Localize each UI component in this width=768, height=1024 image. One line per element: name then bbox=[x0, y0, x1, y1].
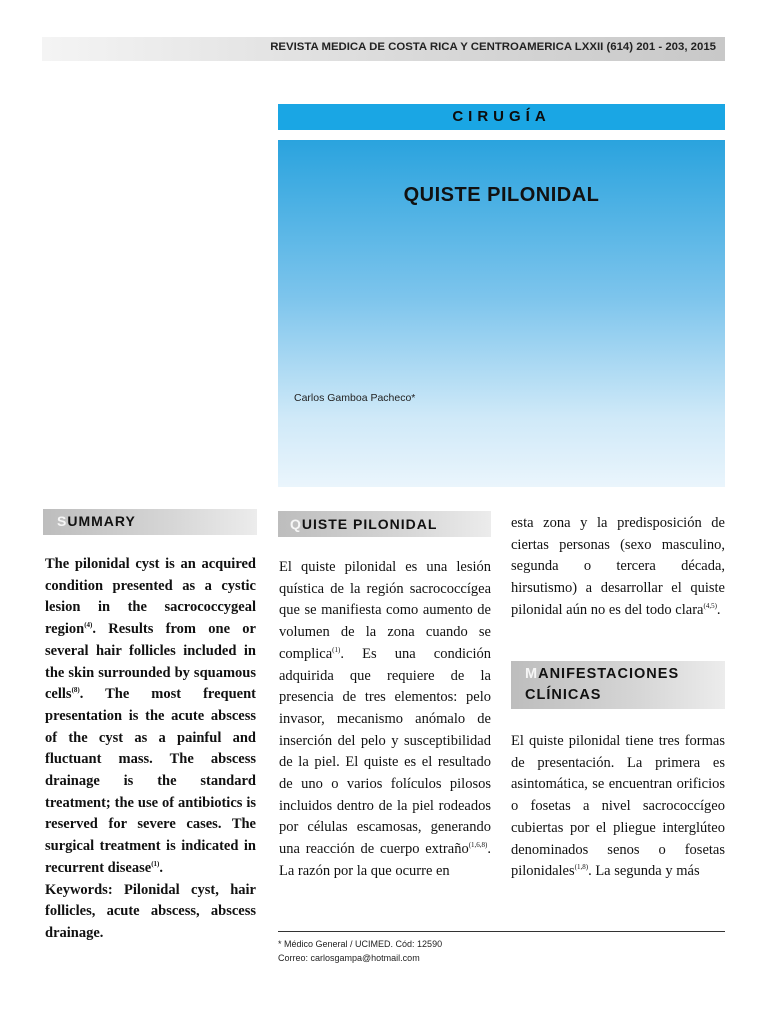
keywords: Keywords: Pilonidal cyst, hair follicles, acute abscess, abscess drainage. bbox=[45, 881, 256, 941]
summary-text bbox=[45, 554, 256, 945]
footnote bbox=[278, 937, 442, 965]
intro-text: El quiste pilonidal es una lesión quística de la región sacrococcígea que se manifiesta como aumento de volumen de la zona cuando se complica$^{(1)}$. Es una condición adquirida que requiere de la presencia de tres elementos: pelo invasor, mecanismo anómalo de inserción del pelo y susceptibilidad de la piel. El quiste es el resultado de uno o varios folículos pilosos incluidos dentro de la piel rodeados por células escamosas, generando una reacción de cuerpo extraño$^{(1,6,8)}$. La razón por la que ocurre en bbox=[279, 559, 491, 879]
summary-paragraph: The pilonidal cyst is an acquired condition presented as a cystic lesion in the sacrococcygeal region$^{(4)}$. Results from one or several hair follicles included in the skin surrounded by squamous cells$^{(8)}$. The most frequent presentation is the acute abscess of the cyst as a painful and fluctuant mass. The abscess drainage is the standard treatment; the use of antibiotics is reserved for severe cases. The surgical treatment is indicated in recurrent disease$^{(1)}$. bbox=[45, 556, 256, 876]
author-name: Carlos Gamboa Pacheco* bbox=[294, 392, 416, 404]
intro-heading: QUISTE PILONIDAL bbox=[278, 511, 491, 537]
article-title: QUISTE PILONIDAL bbox=[403, 184, 600, 206]
section-label: CIRUGÍA bbox=[452, 108, 551, 125]
manifestations-text: El quiste pilonidal tiene tres formas de presentación. La primera es asintomática, se encuentran orificios o fosetas a nivel sacrococcígeo cubiertas por el pliegue interglúteo denominados senos o fosetas pilonidales$^{(1,8)}$. La segunda y más bbox=[511, 733, 725, 880]
summary-heading: SUMMARY bbox=[43, 509, 257, 535]
intro-text-continued: esta zona y la predisposición de ciertas personas (sexo masculino, segunda o tercera década, hirsutismo) a desarrollar el quiste pilonidal aún no es del todo clara$^{(4,5)}$. bbox=[511, 515, 725, 618]
footnote-affiliation: * Médico General / UCIMED. Cód: 12590 bbox=[278, 939, 443, 949]
manifestations-heading: MANIFESTACIONES CLÍNICAS bbox=[511, 661, 725, 709]
journal-title: REVISTA MEDICA DE COSTA RICA Y CENTROAMERICA LXXII (614) 201 - 203, 2015 bbox=[270, 41, 716, 53]
footnote-divider bbox=[278, 931, 725, 932]
footnote-email: Correo: carlosgampa@hotmail.com bbox=[278, 953, 420, 963]
